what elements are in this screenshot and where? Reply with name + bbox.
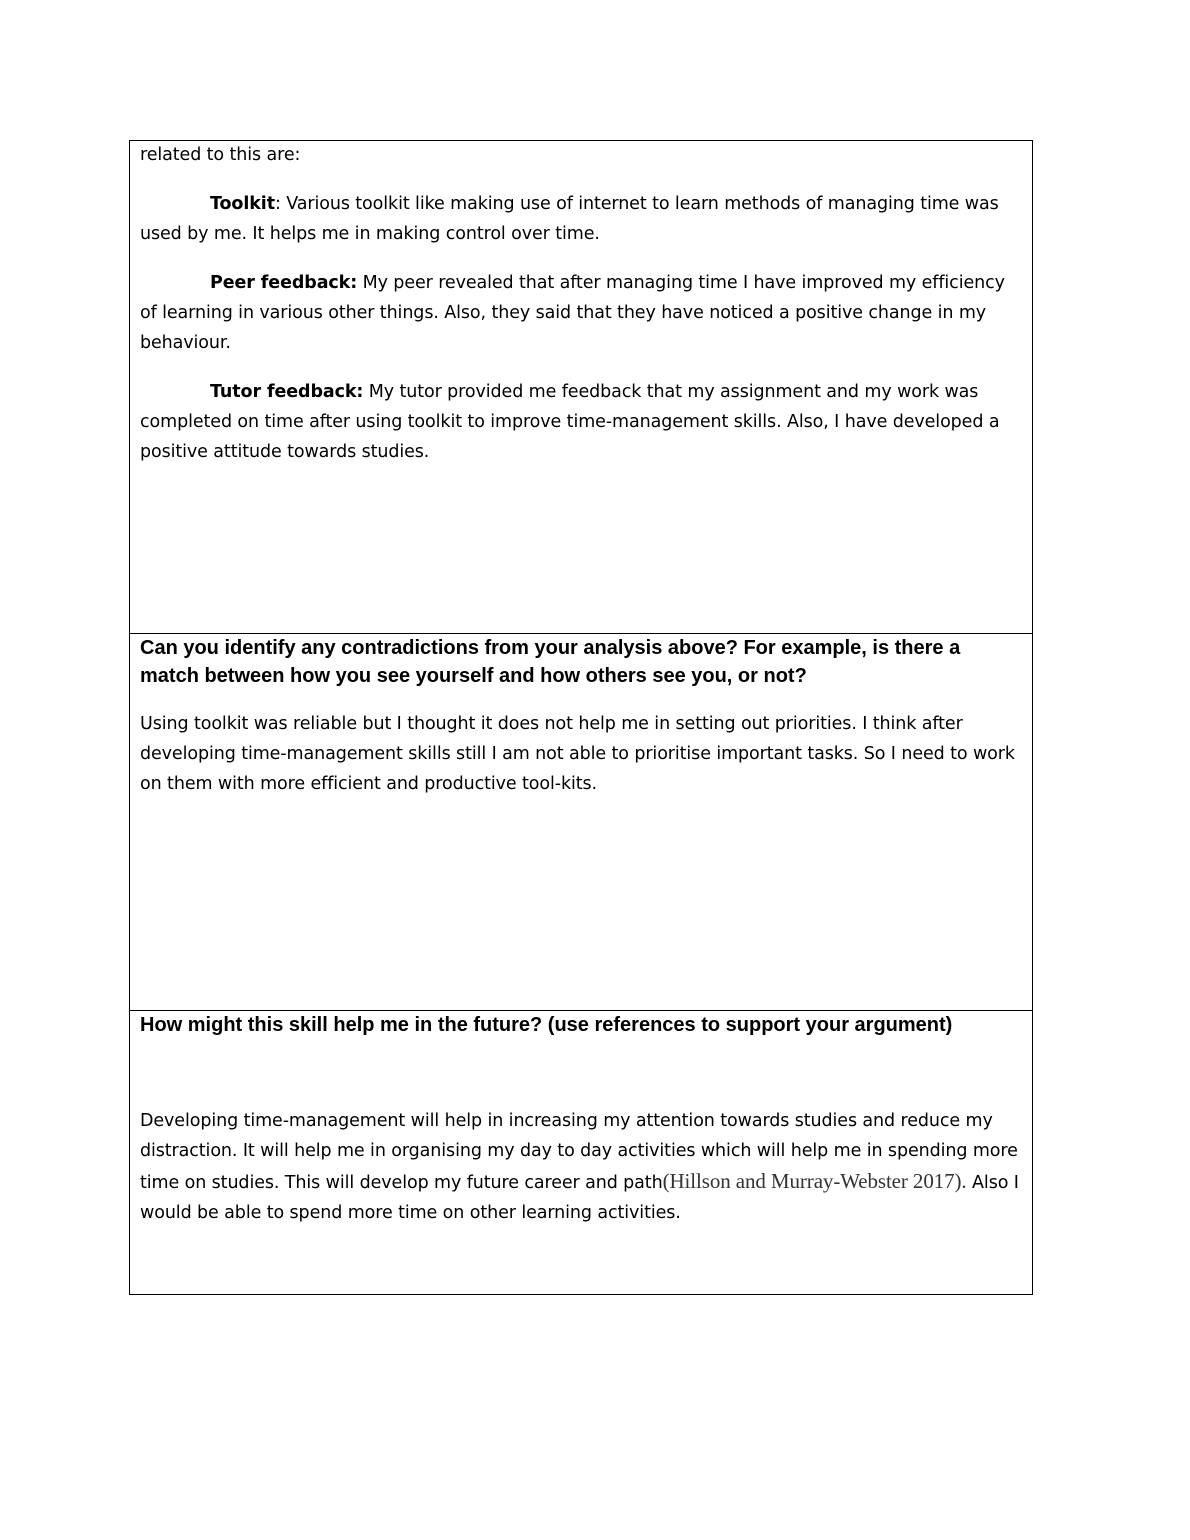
reflection-table	[129, 140, 1033, 1295]
toolkit-paragraph	[140, 189, 1022, 249]
peer-feedback-label: Peer feedback:	[210, 273, 358, 293]
toolkit-text: Various toolkit like making use of internet to learn methods of managing time was used by me. It helps me in making control over time.	[140, 194, 999, 244]
contradictions-question: Can you identify any contradictions from your analysis above? For example, is there a match between how you see yourself and how others see you, or not?	[140, 637, 961, 687]
contradictions-answer: Using toolkit was reliable but I thought it does not help me in setting out priorities. I think after developing time-management skills still I am not able to prioritise important tasks. So I need to work on them with more efficient and productive tool-kits.	[140, 714, 1015, 794]
feedback-cell	[130, 141, 1032, 633]
lead-text: related to this are:	[140, 145, 301, 165]
citation: (Hillson and Murray-Webster 2017).	[662, 1169, 967, 1193]
peer-feedback-paragraph	[140, 268, 1022, 358]
tutor-feedback-text: My tutor provided me feedback that my assignment and my work was completed on time after using toolkit to improve time-management skills. Also, I have developed a positive attitude towards studies.	[140, 382, 1000, 462]
future-answer-text: Developing time-management will help in increasing my attention towards studies and reduce my distraction. It will help me in organising my day to day activities which will help me in spending more time on studies. This will develop my future career and path	[140, 1111, 1018, 1193]
toolkit-label: Toolkit	[210, 194, 275, 214]
future-question: How might this skill help me in the future? (use references to support your argument)	[140, 1014, 953, 1036]
peer-feedback-text: My peer revealed that after managing time I have improved my efficiency of learning in various other things. Also, they said that they have noticed a positive change in my behaviour.	[140, 273, 1005, 353]
contradictions-cell	[130, 633, 1032, 1010]
toolkit-separator: :	[274, 194, 281, 214]
future-answer	[140, 1106, 1022, 1228]
tutor-feedback-label: Tutor feedback:	[210, 382, 364, 402]
tutor-feedback-paragraph	[140, 377, 1022, 467]
future-cell	[130, 1010, 1032, 1294]
future-answer-tail: Also I would be able to spend more time on other learning activities.	[140, 1173, 1019, 1223]
